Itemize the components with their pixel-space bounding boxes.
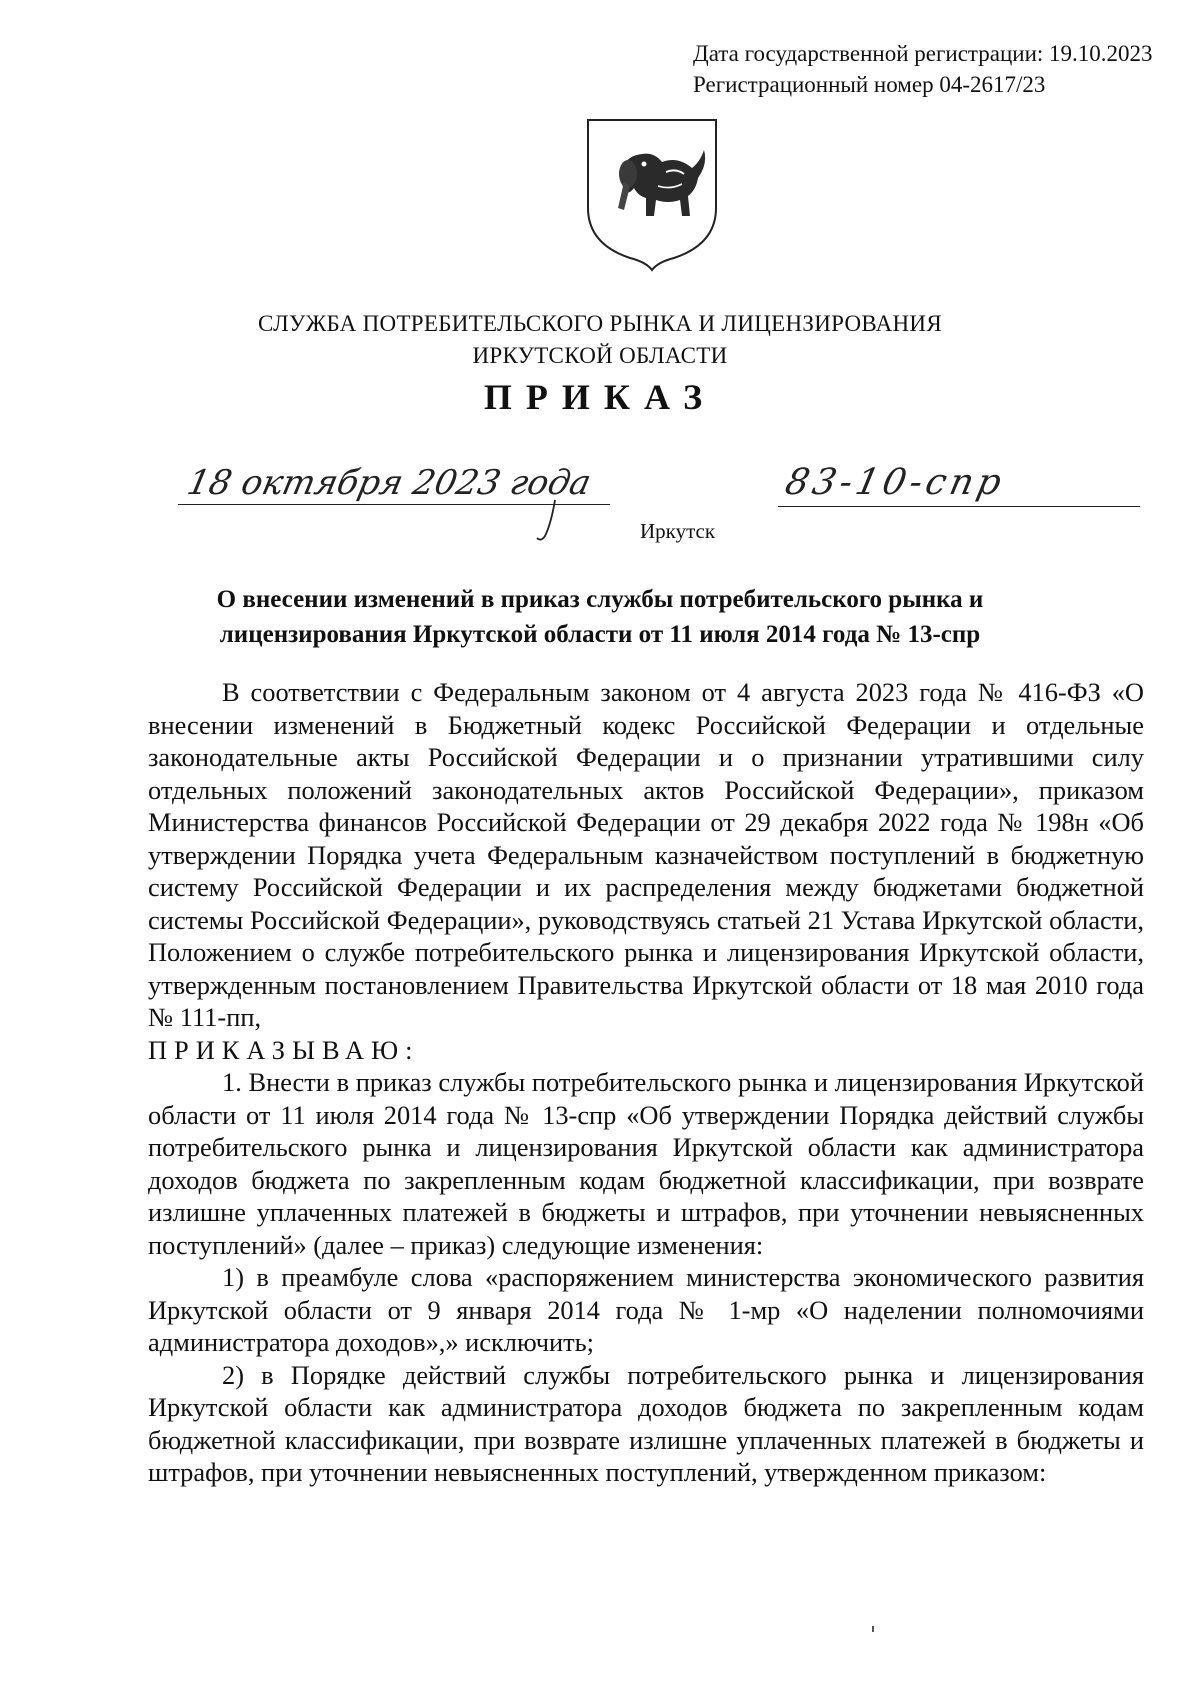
subject-line-1: О внесении изменений в приказ службы потребительского рынка и [216, 586, 984, 613]
preamble-paragraph: В соответствии с Федеральным законом от 4 августа 2023 года № 416-ФЗ «О внесении изменений в Бюджетный кодекс Российской Федерации и отдельные законодательные акты Российской Федерации и о признании утратившими силу отдельных положений законодательных актов Российской Федерации», приказом Министерства финансов Российской Федерации от 29 декабря 2022 года № 198н «Об утверждении Порядка учета Федеральным казначейством поступлений в бюджетную систему Российской Федерации и их распределения между бюджетами бюджетной системы Российской Федерации», руководствуясь статьей 21 Устава Иркутской области, Положением о службе потребительского рынка и лицензирования Иркутской области, утвержденным постановлением Правительства Иркутской области от 18 мая 2010 года № 111-пп, [148, 677, 1144, 1032]
city-label: Иркутск [640, 519, 716, 543]
agency-name [0, 308, 1200, 372]
agency-name-line-2: ИРКУТСКОЙ ОБЛАСТИ [472, 343, 728, 368]
registration-date: Дата государственной регистрации: 19.10.2023 [693, 41, 1153, 66]
scan-speck [872, 1626, 874, 1632]
item-1-1-paragraph: 1) в преамбуле слова «распоряжением министерства экономического развития Иркутской области от 9 января 2014 года № 1-мр «О наделении полномочиями администратора доходов»,» исключить; [148, 1262, 1144, 1357]
order-body [148, 676, 1144, 1489]
registration-info [693, 38, 1183, 100]
agency-name-line-1: СЛУЖБА ПОТРЕБИТЕЛЬСКОГО РЫНКА И ЛИЦЕНЗИРОВАНИЯ [258, 311, 942, 336]
order-word: ПРИКАЗЫВАЮ: [148, 1034, 420, 1065]
handwritten-order-number: 83-10-спр [781, 462, 1009, 503]
handwriting-stroke [533, 498, 561, 544]
number-underline [778, 506, 1140, 507]
document-type-title: ПРИКАЗ [483, 377, 717, 417]
order-subject [150, 582, 1050, 652]
item-1-paragraph: 1. Внести в приказ службы потребительского рынка и лицензирования Иркутской области от 11 июля 2014 года № 13-спр «Об утверждении Порядка действий службы потребительского рынка и лицензирования Иркутской области как администратора доходов бюджета по закрепленным кодам бюджетной классификации, при возврате излишне уплаченных платежей в бюджеты и штрафов, при уточнении невыясненных поступлений» (далее – приказ) следующие изменения: [148, 1067, 1144, 1260]
subject-line-2: лицензирования Иркутской области от 11 июля 2014 года № 13-спр [219, 621, 981, 648]
item-1-2-paragraph: 2) в Порядке действий службы потребительского рынка и лицензирования Иркутской области как администратора доходов бюджета по закрепленным кодам бюджетной классификации, при возврате излишне уплаченных платежей в бюджеты и штрафов, при уточнении невыясненных поступлений, утвержденном приказом: [148, 1359, 1144, 1487]
irkutsk-coat-of-arms-icon [584, 116, 720, 272]
handwritten-order-date: 18 октября 2023 года [183, 463, 595, 503]
registration-number: Регистрационный номер 04-2617/23 [693, 72, 1046, 97]
